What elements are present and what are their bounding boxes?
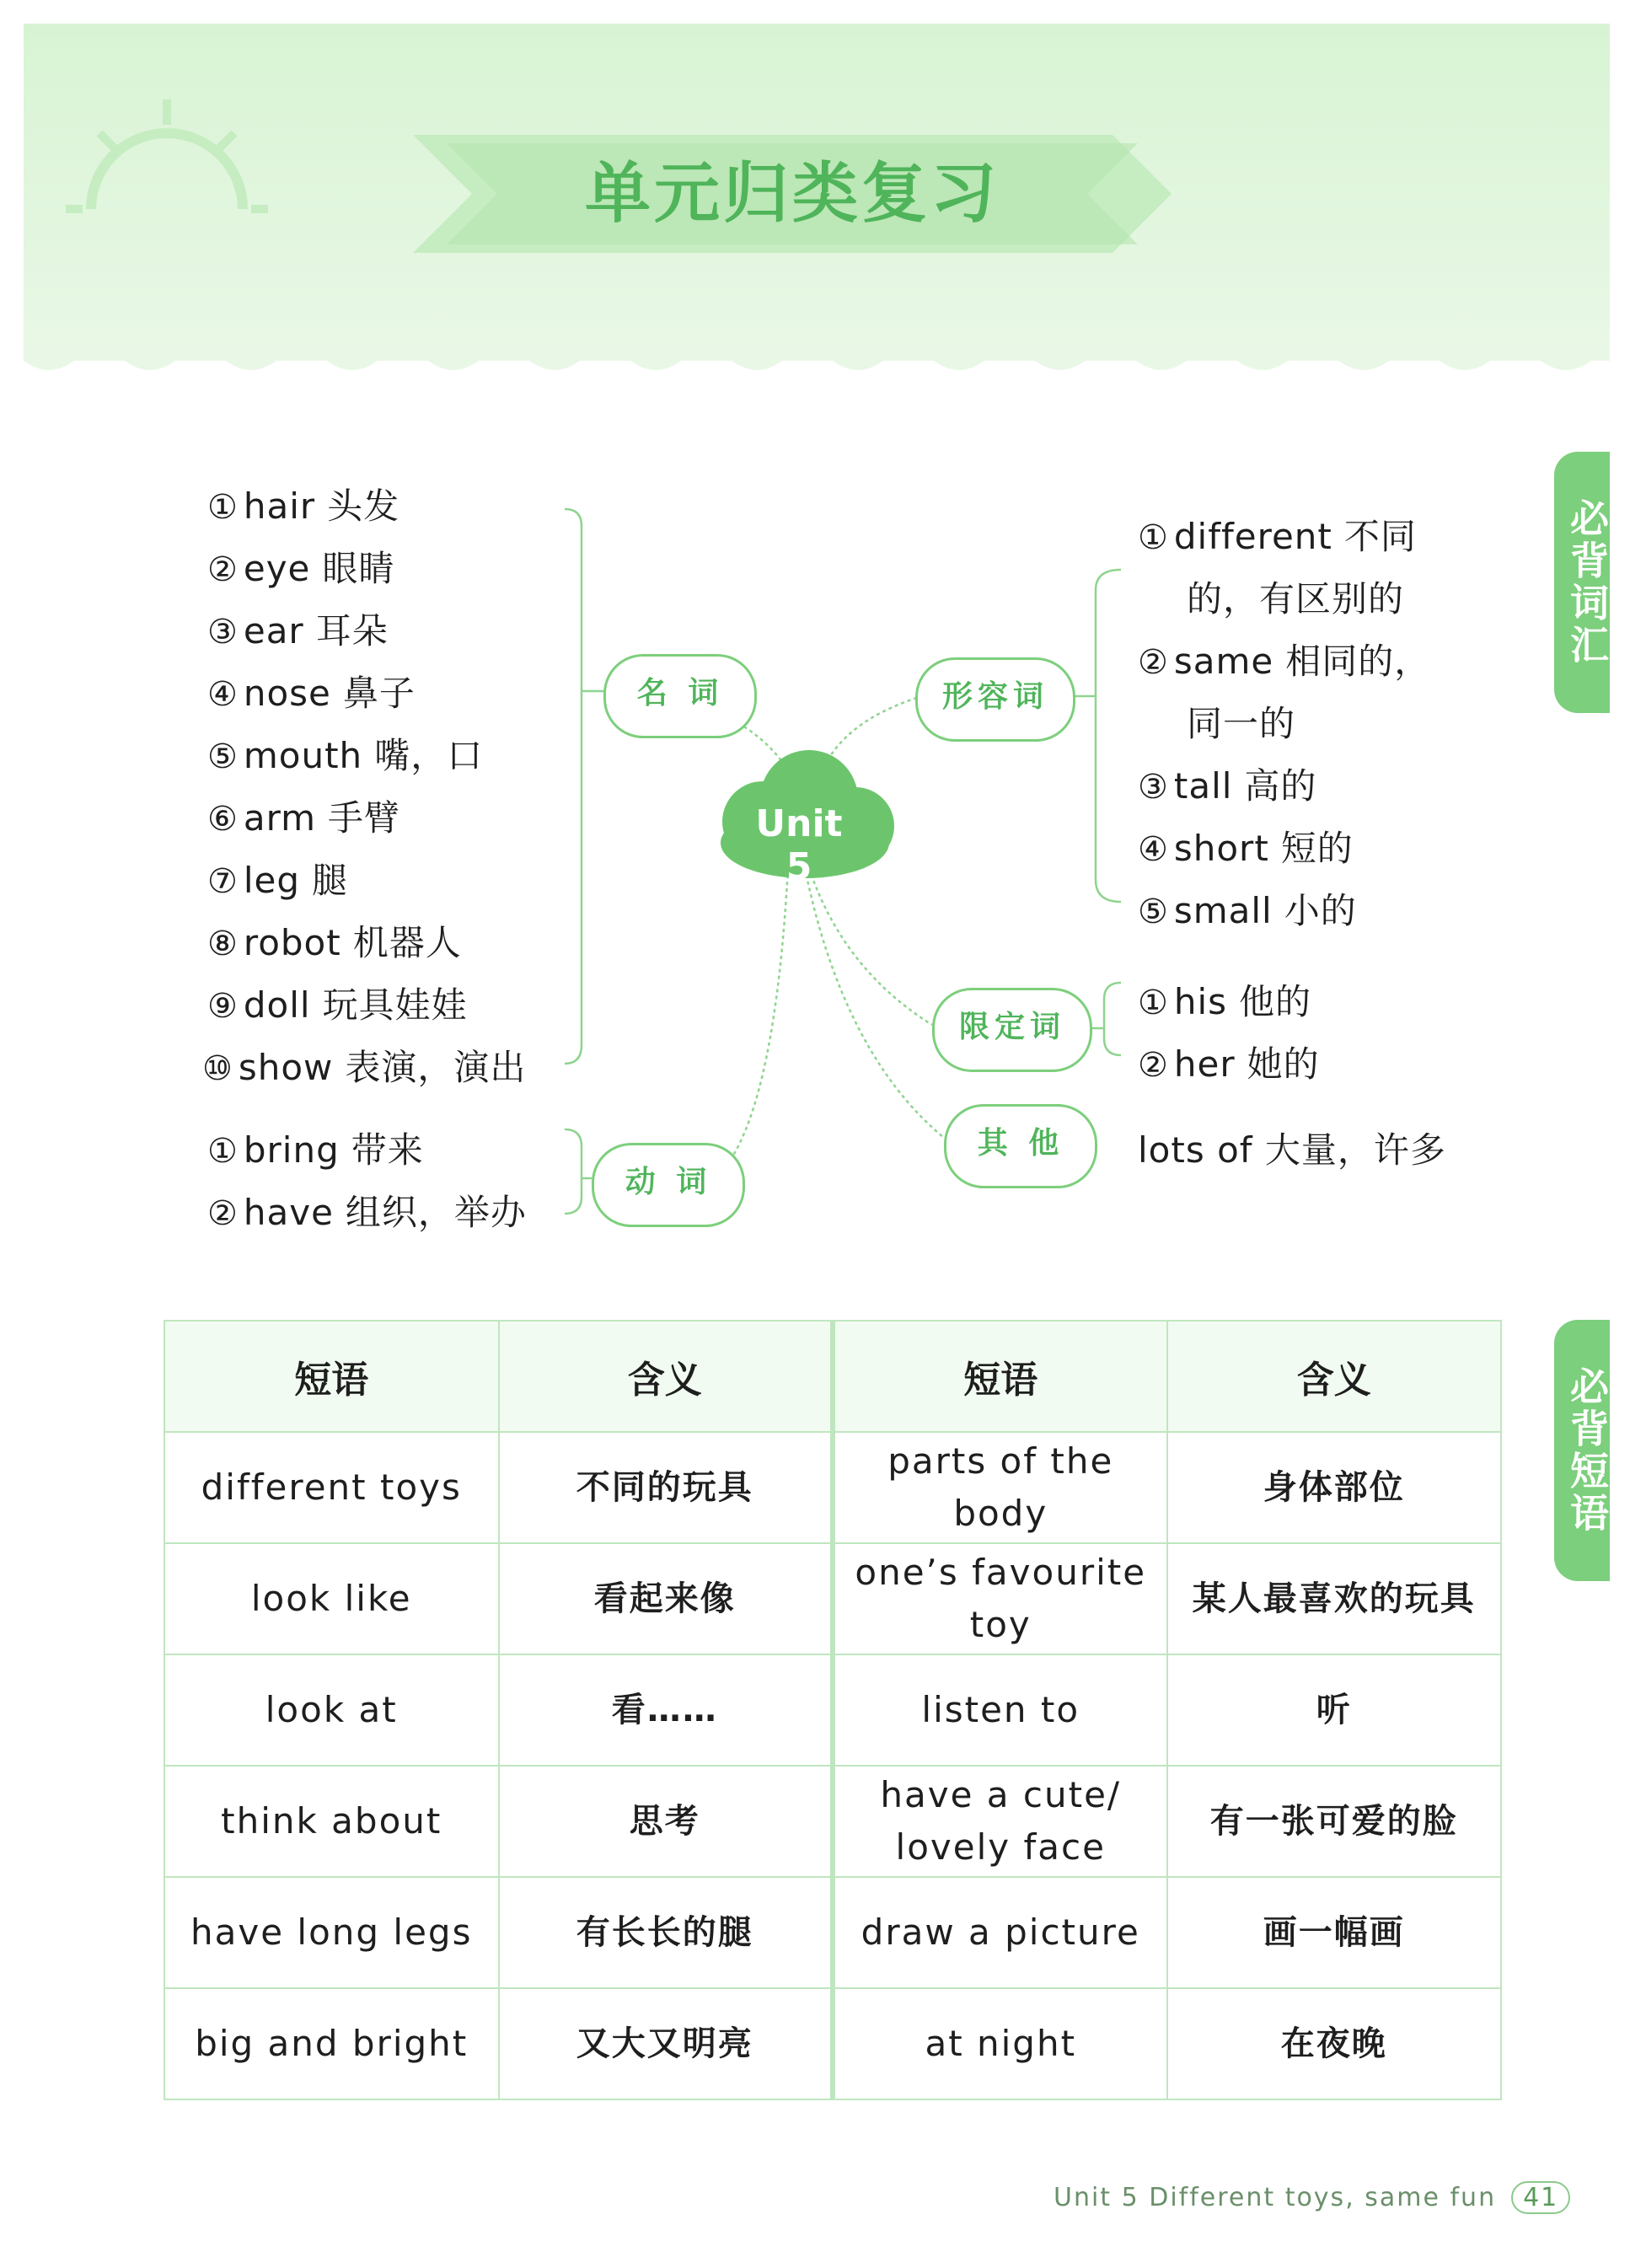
category-others: 其 他 xyxy=(944,1104,1097,1188)
center-unit-label: Unit 5 xyxy=(755,802,843,888)
noun-item: ② eye 眼睛 xyxy=(207,548,395,589)
category-verbs: 动 词 xyxy=(592,1143,745,1227)
meaning-cell: 身体部位 xyxy=(1167,1432,1502,1543)
phrase-cell: parts of the body xyxy=(833,1432,1167,1543)
header-phrase: 短语 xyxy=(164,1321,499,1432)
meaning-cell: 某人最喜欢的玩具 xyxy=(1167,1543,1502,1654)
adjective-item-cont: 同一的 xyxy=(1187,703,1296,744)
table-row xyxy=(164,1766,1501,1877)
noun-item: ⑤ mouth 嘴，口 xyxy=(207,735,484,776)
phrase-cell: look at xyxy=(164,1654,499,1766)
noun-item: ① hair 头发 xyxy=(207,485,400,527)
page-footer xyxy=(1054,2181,1570,2214)
meaning-cell: 在夜晚 xyxy=(1167,1988,1502,2099)
phrase-cell: different toys xyxy=(164,1432,499,1543)
adjective-item: ③ tall 高的 xyxy=(1138,765,1317,807)
noun-item: ③ ear 耳朵 xyxy=(207,610,389,651)
table-row xyxy=(164,1654,1501,1766)
table-row xyxy=(164,1432,1501,1543)
phrase-cell: one’s favourite toy xyxy=(833,1543,1167,1654)
adjective-item: ④ short 短的 xyxy=(1138,828,1354,869)
adjective-item: ② same 相同的， xyxy=(1138,641,1431,682)
table-header-row xyxy=(164,1321,1501,1432)
phrase-cell: have long legs xyxy=(164,1877,499,1988)
noun-item: ⑥ arm 手臂 xyxy=(207,797,401,839)
adjective-item: ⑤ small 小的 xyxy=(1138,890,1357,931)
noun-item: ④ nose 鼻子 xyxy=(207,673,416,714)
phrase-cell: have a cute/ lovely face xyxy=(833,1766,1167,1877)
phrase-cell: look like xyxy=(164,1543,499,1654)
category-determiners: 限定词 xyxy=(932,988,1092,1072)
determiner-item: ② her 她的 xyxy=(1138,1043,1320,1085)
header-meaning: 含义 xyxy=(499,1321,834,1432)
phrase-cell: think about xyxy=(164,1766,499,1877)
meaning-cell: 画一幅画 xyxy=(1167,1877,1502,1988)
page-number: 41 xyxy=(1511,2181,1570,2214)
phrase-cell: big and bright xyxy=(164,1988,499,2099)
other-item: lots of 大量，许多 xyxy=(1138,1129,1446,1171)
phrase-cell: draw a picture xyxy=(833,1877,1167,1988)
verb-item: ① bring 带来 xyxy=(207,1129,424,1171)
meaning-cell: 有一张可爱的脸 xyxy=(1167,1766,1502,1877)
phrase-cell: listen to xyxy=(833,1654,1167,1766)
category-nouns: 名 词 xyxy=(603,654,757,738)
table-row xyxy=(164,1988,1501,2099)
meaning-cell: 思考 xyxy=(499,1766,834,1877)
noun-item: ⑦ leg 腿 xyxy=(207,860,349,901)
header-phrase: 短语 xyxy=(833,1321,1167,1432)
header-meaning: 含义 xyxy=(1167,1321,1502,1432)
meaning-cell: 听 xyxy=(1167,1654,1502,1766)
verb-item: ② have 组织，举办 xyxy=(207,1192,527,1233)
footer-unit-title: Unit 5 Different toys, same fun xyxy=(1054,2183,1497,2212)
adjective-item-cont: 的，有区别的 xyxy=(1187,578,1405,619)
side-tab-phrases: 必背短语 xyxy=(1554,1320,1610,1581)
noun-item: ⑨ doll 玩具娃娃 xyxy=(207,984,468,1026)
page-title: 单元归类复习 xyxy=(584,156,1000,232)
meaning-cell: 看…… xyxy=(499,1654,834,1766)
adjective-item: ① different 不同 xyxy=(1138,516,1417,557)
phrase-cell: at night xyxy=(833,1988,1167,2099)
meaning-cell: 不同的玩具 xyxy=(499,1432,834,1543)
meaning-cell: 又大又明亮 xyxy=(499,1988,834,2099)
table-row xyxy=(164,1543,1501,1654)
table-row xyxy=(164,1877,1501,1988)
noun-item: ⑩ show 表演，演出 xyxy=(202,1047,527,1088)
determiner-item: ① his 他的 xyxy=(1138,981,1312,1022)
noun-item: ⑧ robot 机器人 xyxy=(207,922,462,963)
meaning-cell: 有长长的腿 xyxy=(499,1877,834,1988)
phrase-table xyxy=(164,1320,1502,2100)
meaning-cell: 看起来像 xyxy=(499,1543,834,1654)
category-adjectives: 形容词 xyxy=(915,657,1075,742)
side-tab-vocabulary: 必背词汇 xyxy=(1554,452,1610,713)
